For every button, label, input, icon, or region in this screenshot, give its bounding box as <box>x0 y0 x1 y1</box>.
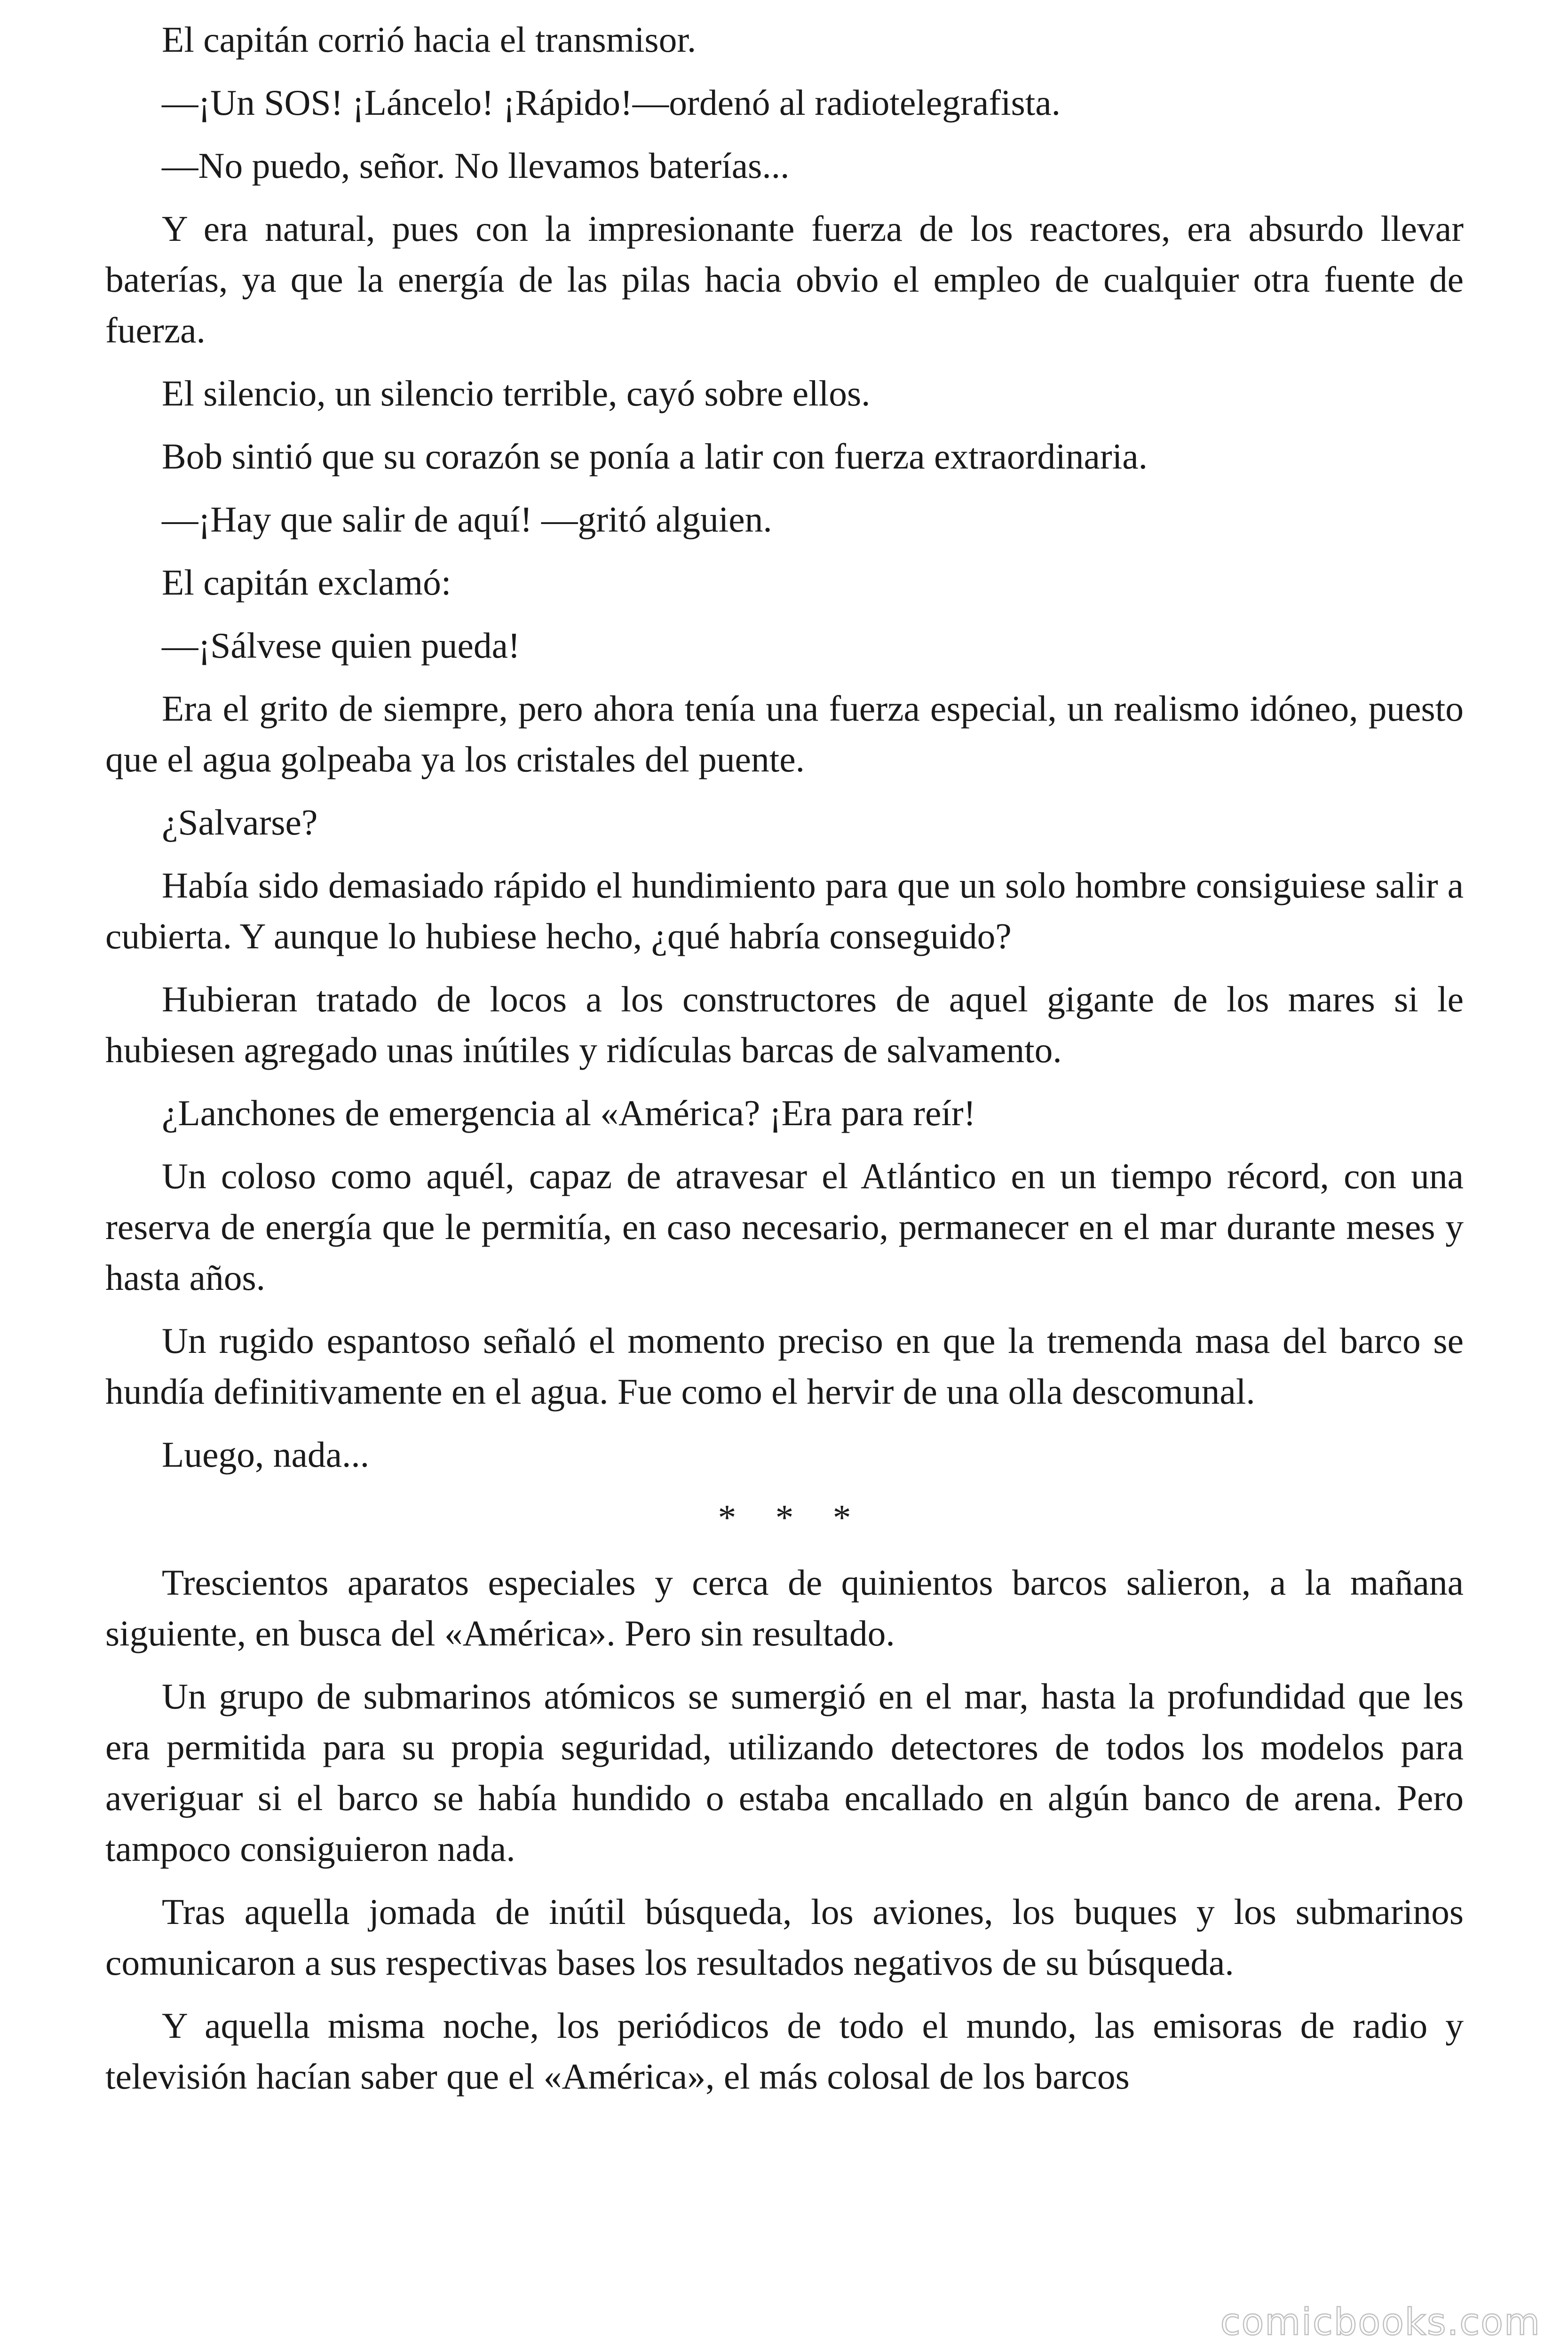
paragraph: —¡Hay que salir de aquí! —gritó alguien. <box>162 499 772 540</box>
paragraph: —¡Un SOS! ¡Láncelo! ¡Rápido!—ordenó al radiotelegrafista. <box>162 82 1061 123</box>
paragraph: ¿Salvarse? <box>162 802 318 842</box>
paragraph: Un coloso como aquél, capaz de atravesar el Atlántico en un tiempo récord, con una reserva de energía que le permitía, en caso necesario, permanecer en el mar durante meses y hasta años. <box>105 1156 1464 1298</box>
paragraph: Era el grito de siempre, pero ahora tenía una fuerza especial, un realismo idóneo, puesto que el agua golpeaba ya los cristales del puente. <box>105 688 1464 779</box>
paragraph: Y aquella misma noche, los periódicos de todo el mundo, las emisoras de radio y televisión hacían saber que el «América», el más colosal de los barcos <box>105 2005 1464 2097</box>
paragraph: Bob sintió que su corazón se ponía a latir con fuerza extraordinaria. <box>162 436 1148 477</box>
paragraph: Tras aquella jomada de inútil búsqueda, los aviones, los buques y los submarinos comunicaron a sus respectivas bases los resultados negativos de su búsqueda. <box>105 1891 1464 1983</box>
paragraph: Un grupo de submarinos atómicos se sumergió en el mar, hasta la profundidad que les era permitida para su propia seguridad, utilizando detectores de todos los modelos para averiguar si el barco se había hundido o estaba encallado en algún banco de arena. Pero tampoco consiguieron nada. <box>105 1676 1464 1869</box>
paragraph: Hubieran tratado de locos a los constructores de aquel gigante de los mares si le hubiesen agregado unas inútiles y ridículas barcas de salvamento. <box>105 979 1464 1070</box>
paragraph: Un rugido espantoso señaló el momento preciso en que la tremenda masa del barco se hundía definitivamente en el agua. Fue como el hervir de una olla descomunal. <box>105 1320 1464 1412</box>
asterisk: * <box>775 1497 794 1538</box>
section-separator <box>105 1492 1464 1543</box>
asterisk: * <box>832 1497 851 1538</box>
paragraph: El capitán corrió hacia el transmisor. <box>162 19 697 60</box>
paragraph: Y era natural, pues con la impresionante fuerza de los reactores, era absurdo llevar baterías, ya que la energía de las pilas hacia obvio el empleo de cualquier otra fuente de fuerza. <box>105 208 1464 350</box>
paragraph: —No puedo, señor. No llevamos baterías... <box>162 145 790 186</box>
asterisk: * <box>718 1497 736 1538</box>
paragraph: El capitán exclamó: <box>162 562 451 603</box>
watermark: comicbooks.com <box>1220 2301 1541 2344</box>
paragraph: —¡Sálvese quien pueda! <box>162 625 520 666</box>
paragraph: Había sido demasiado rápido el hundimiento para que un solo hombre consiguiese salir a cubierta. Y aunque lo hubiese hecho, ¿qué habría conseguido? <box>105 865 1464 956</box>
paragraph: El silencio, un silencio terrible, cayó sobre ellos. <box>162 373 871 413</box>
paragraph: Trescientos aparatos especiales y cerca de quinientos barcos salieron, a la mañana siguiente, en busca del «América». Pero sin resultado. <box>105 1562 1464 1653</box>
paragraph: ¿Lanchones de emergencia al «América? ¡Era para reír! <box>162 1093 976 1133</box>
paragraph: Luego, nada... <box>162 1434 370 1475</box>
book-page <box>105 14 1464 2102</box>
